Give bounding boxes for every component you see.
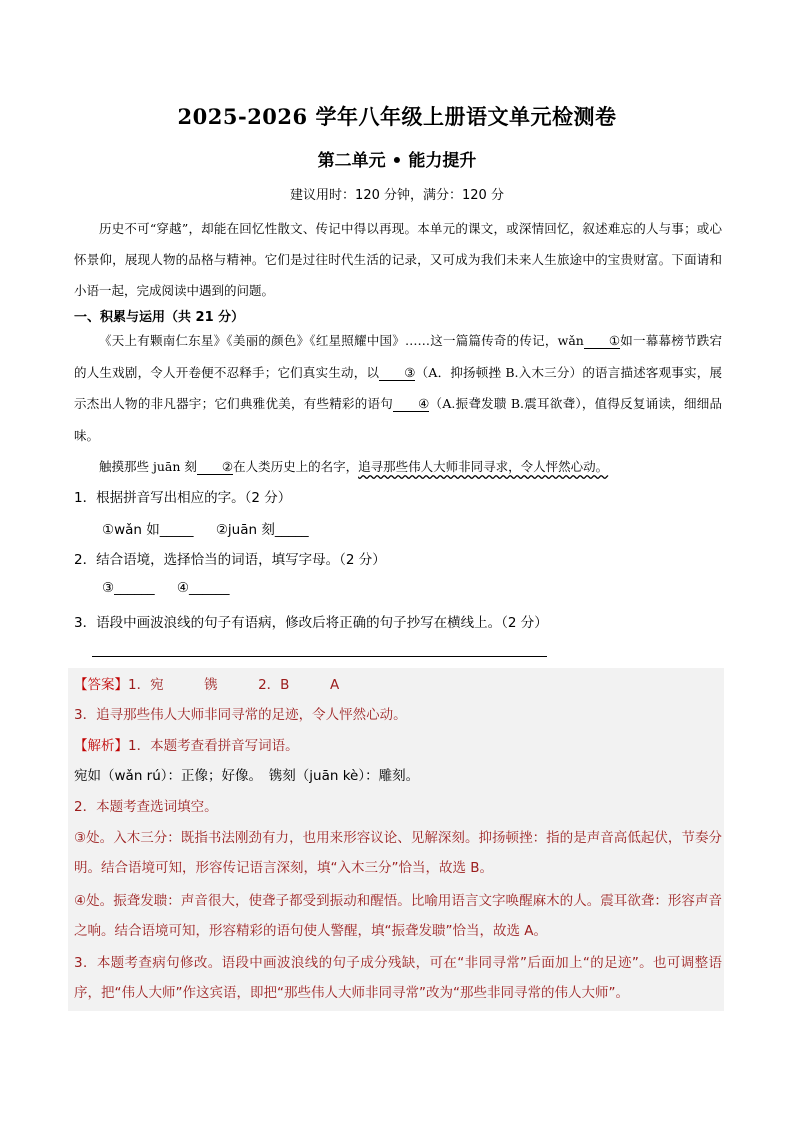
q1-blank-a: ①wǎn 如_____ xyxy=(102,522,194,538)
analysis-paragraph-4: ④处。振聋发聩：声音很大，使聋子都受到振动和醒悟。比喻用语言文字唤醒麻木的人。震耳欲聋：形容声音之响。结合语境可知，形容精彩的语句使人警醒，填“振聋发聩”恰当，故选 A。 xyxy=(74,893,722,939)
exam-meta: 建议用时：120 分钟，满分：120 分 xyxy=(290,188,504,203)
answer-line-1 xyxy=(74,670,722,700)
answer-tag: 【答案】 xyxy=(74,677,128,693)
analysis-line-2: 宛如（wǎn rú）：正像；好像。 镌刻（juān kè）：雕刻。 xyxy=(74,768,420,784)
blank-2: ② xyxy=(197,460,233,475)
answer-writing-line xyxy=(92,656,547,657)
analysis-line-1 xyxy=(74,731,722,761)
question-3: 3．语段中画波浪线的句子有语病，修改后将正确的句子抄写在横线上。（2 分） xyxy=(74,615,548,631)
analysis-paragraph-5: 3．本题考查病句修改。语段中画波浪线的句子成分残缺，可在“非同寻常”后面加上“的足迹”。也可调整语序，把“伟人大师”作这宾语，即把“那些伟人大师非同寻常”改为“那些非同寻常的伟人大师”。 xyxy=(74,955,722,1001)
analysis-tag: 【解析】 xyxy=(74,738,128,754)
analysis-paragraph-3: ③处。入木三分：既指书法刚劲有力，也用来形容议论、见解深刻。抑扬顿挫：指的是声音高低起伏，节奏分明。结合语境可知，形容传记语言深刻，填“入木三分”恰当，故选 B。 xyxy=(74,830,722,876)
q1-blank-b: ②juān 刻_____ xyxy=(215,522,309,538)
intro-paragraph: 历史不可“穿越”，却能在回忆性散文、传记中得以再现。本单元的课文，或深情回忆，叙述难忘的人与事；或心怀景仰，展现人物的品格与精神。它们是过往时代生活的记录，又可成为我们未来人生旅途中的宝贵财富。下面请和小语一起，完成阅读中遇到的问题。 xyxy=(74,221,722,298)
passage-text: 触摸那些 juān 刻 xyxy=(99,459,197,474)
passage-text: （A.振聋发聩 B.震耳欲聋），值得反复诵读，细细品味。 xyxy=(74,396,722,443)
q2-blank-b: ④______ xyxy=(176,580,230,596)
question-2: 2．结合语境，选择恰当的词语，填写字母。（2 分） xyxy=(74,552,386,568)
reading-passage xyxy=(74,325,722,483)
question-2-blanks xyxy=(102,580,248,596)
passage-paragraph-2 xyxy=(74,451,722,483)
page-title: 2025-2026 学年八年级上册语文单元检测卷 xyxy=(177,104,617,129)
question-1: 1．根据拼音写出相应的字。（2 分） xyxy=(74,490,292,506)
analysis-text: 1．本题考查看拼音写词语。 xyxy=(128,738,299,754)
passage-text: 如一幕幕榜节跌宕的人生戏剧，令人开卷便不忍释手；它们真实生动，以 xyxy=(74,333,722,380)
question-1-blanks xyxy=(102,518,327,538)
blank-4: ④ xyxy=(393,397,429,412)
passage-text: 《天上有颗南仁东星》《美丽的颜色》《红星照耀中国》……这一篇篇传奇的传记，wǎn xyxy=(99,333,584,348)
q2-blank-a: ③______ xyxy=(102,580,155,596)
passage-text: 在人类历史上的名字， xyxy=(233,459,359,474)
section-heading: 一、积累与运用（共 21 分） xyxy=(74,310,245,325)
passage-text: （A．抑扬顿挫 B.入木三分）的语言描述客观事实，展示杰出人物的非凡器宇；它们典雅优美，有些精彩的语句 xyxy=(74,364,722,411)
answer-line-2: 3．追寻那些伟人大师非同寻常的足迹，令人怦然心动。 xyxy=(74,707,407,723)
page-subtitle: 第二单元 • 能力提升 xyxy=(317,151,477,171)
blank-1: ① xyxy=(584,334,620,349)
analysis-line-3: 2．本题考查选词填空。 xyxy=(74,799,218,815)
blank-3: ③ xyxy=(379,366,415,381)
passage-paragraph-1 xyxy=(74,325,722,451)
wavy-underlined-sentence: 追寻那些伟人大师非同寻求，令人怦然心动。 xyxy=(358,459,609,474)
answer-text: 1．宛 镌 2．B A xyxy=(128,677,340,693)
